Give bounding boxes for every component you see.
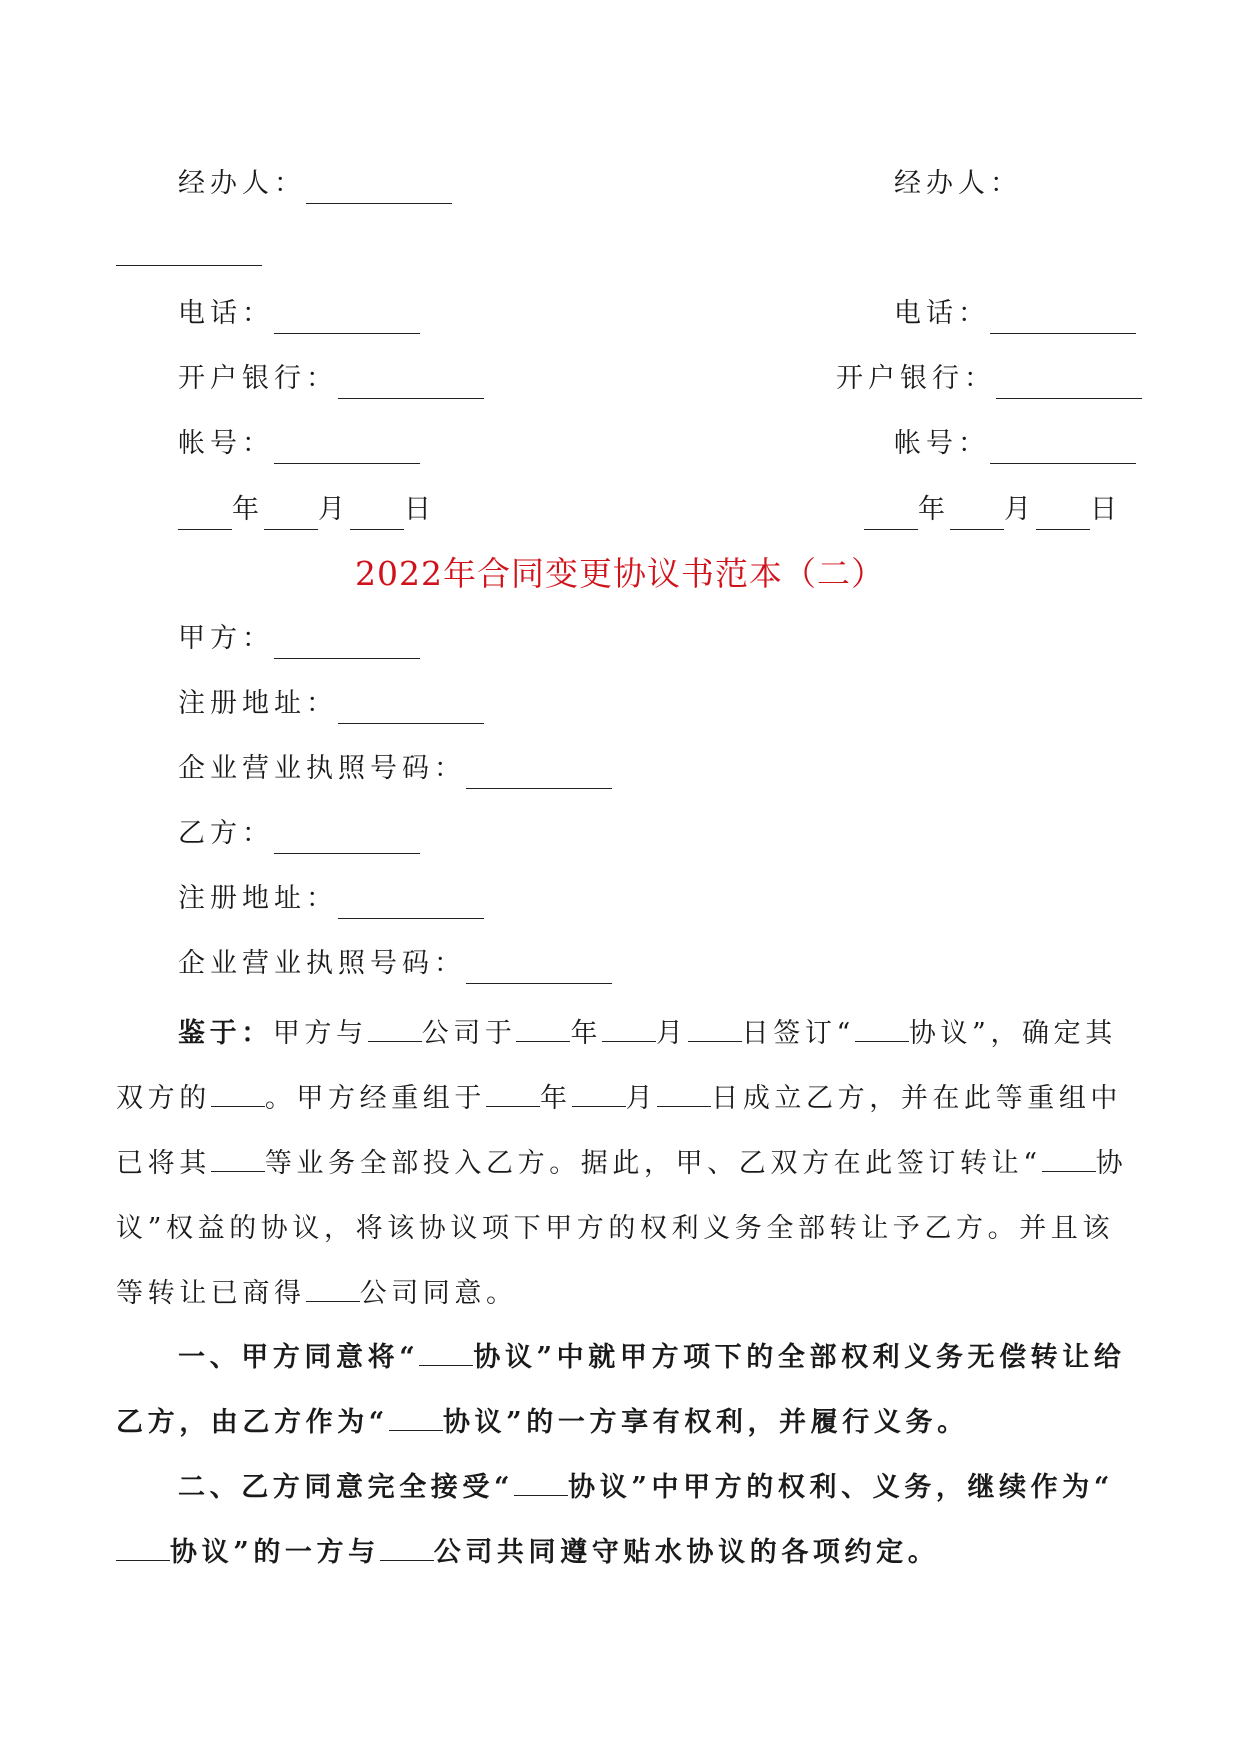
recital-lead: 鉴于：	[178, 1018, 273, 1049]
right-account-line	[894, 424, 1136, 464]
left-month-label: 月	[318, 494, 350, 525]
recital-text: 月	[625, 1083, 658, 1114]
left-year-label: 年	[232, 494, 264, 525]
left-year-blank	[178, 499, 232, 530]
left-month-blank	[264, 499, 318, 530]
clause-1-text: 协议”中就甲方项下的全部权利义务无偿转让给乙方，由乙方作为“	[116, 1342, 1126, 1438]
recital-text: 年	[540, 1083, 572, 1114]
recital-text: 等业务全部投入乙方。据此，甲、乙双方在此签订转让“	[264, 1148, 1042, 1179]
blank	[211, 1143, 265, 1172]
clause-1	[116, 1325, 1136, 1455]
left-handler-line	[178, 164, 452, 204]
right-bank-label: 开户银行：	[836, 363, 996, 394]
right-bank-line	[836, 359, 1142, 399]
left-handler-blank	[306, 173, 452, 204]
right-bank-blank	[996, 368, 1142, 399]
right-year-blank	[864, 499, 918, 530]
left-bank-label: 开户银行：	[178, 363, 338, 394]
reg-addr-a-blank	[338, 693, 484, 724]
party-a-label: 甲方：	[178, 623, 274, 654]
blank	[389, 1402, 443, 1431]
party-a-blank	[274, 628, 420, 659]
left-date-line	[178, 490, 436, 530]
recital-text: 协议”，确定其双方的	[116, 1018, 1117, 1114]
right-year-label: 年	[918, 494, 950, 525]
left-bank-line	[178, 359, 484, 399]
clause-1-text: 协议”的一方享有权利，并履行义务。	[442, 1407, 969, 1438]
blank	[211, 1078, 265, 1107]
blank	[688, 1013, 742, 1042]
recital-text: 月	[656, 1018, 688, 1049]
blank	[602, 1013, 656, 1042]
right-phone-line	[894, 294, 1136, 334]
left-phone-line	[178, 294, 420, 334]
reg-addr-a-line	[178, 684, 484, 724]
left-day-label: 日	[404, 494, 436, 525]
blank	[516, 1013, 570, 1042]
left-phone-blank	[274, 303, 420, 334]
blank	[572, 1078, 626, 1107]
clause-2-text: 公司共同遵守贴水协议的各项约定。	[433, 1537, 940, 1568]
blank	[368, 1013, 422, 1042]
blank	[419, 1337, 473, 1366]
clause-2-text: 协议”中甲方的权利、义务，继续作为“	[568, 1472, 1115, 1503]
left-account-blank	[274, 433, 420, 464]
recital-text: 甲方与	[272, 1018, 368, 1049]
license-a-line	[178, 749, 612, 789]
right-handler-line	[894, 164, 1022, 204]
license-a-label: 企业营业执照号码：	[178, 753, 466, 784]
recital-text: 日签订“	[741, 1018, 855, 1049]
party-b-blank	[274, 823, 420, 854]
license-b-label: 企业营业执照号码：	[178, 948, 466, 979]
clause-2-text: 协议”的一方与	[170, 1537, 380, 1568]
blank	[116, 1532, 170, 1561]
left-day-blank	[350, 499, 404, 530]
recital-text: 公司同意。	[359, 1278, 518, 1309]
right-month-label: 月	[1004, 494, 1036, 525]
recital-text: 协议”权益的协议，将该协议项下甲方的权利义务全部转让予乙方。并且该等转让已商得	[116, 1148, 1128, 1309]
party-b-label: 乙方：	[178, 818, 274, 849]
document-title: 2022年合同变更协议书范本（二）	[355, 554, 885, 593]
left-handler-label: 经办人：	[178, 168, 306, 199]
right-handler-blank-line	[116, 226, 262, 266]
right-day-label: 日	[1090, 494, 1122, 525]
right-account-label: 帐号：	[894, 428, 990, 459]
right-day-blank	[1036, 499, 1090, 530]
blank	[657, 1078, 711, 1107]
license-b-blank	[466, 953, 612, 984]
right-month-blank	[950, 499, 1004, 530]
left-phone-label: 电话：	[178, 298, 274, 329]
reg-addr-a-label: 注册地址：	[178, 688, 338, 719]
reg-addr-b-blank	[338, 888, 484, 919]
recital-text: 。甲方经重组于	[264, 1083, 487, 1114]
left-account-label: 帐号：	[178, 428, 274, 459]
clause-2-text: 二、乙方同意完全接受“	[178, 1472, 515, 1503]
recital-paragraph	[116, 1001, 1136, 1326]
blank	[380, 1532, 434, 1561]
left-bank-blank	[338, 368, 484, 399]
reg-addr-b-label: 注册地址：	[178, 883, 338, 914]
recital-text: 公司于	[421, 1018, 517, 1049]
right-phone-blank	[990, 303, 1136, 334]
recital-text: 日成立乙方，并在此等重组中已将其	[116, 1083, 1123, 1179]
right-date-line	[864, 490, 1122, 530]
recital-text: 年	[570, 1018, 603, 1049]
party-a-line	[178, 619, 420, 659]
right-phone-label: 电话：	[894, 298, 990, 329]
blank	[486, 1078, 540, 1107]
left-account-line	[178, 424, 420, 464]
right-handler-label: 经办人：	[894, 168, 1022, 199]
license-a-blank	[466, 758, 612, 789]
reg-addr-b-line	[178, 879, 484, 919]
blank	[514, 1467, 568, 1496]
blank	[1042, 1143, 1096, 1172]
right-handler-blank	[116, 235, 262, 266]
license-b-line	[178, 944, 612, 984]
clause-1-text: 一、甲方同意将“	[178, 1342, 420, 1373]
blank	[855, 1013, 909, 1042]
blank	[306, 1273, 360, 1302]
clause-2	[116, 1455, 1136, 1585]
right-account-blank	[990, 433, 1136, 464]
party-b-line	[178, 814, 420, 854]
